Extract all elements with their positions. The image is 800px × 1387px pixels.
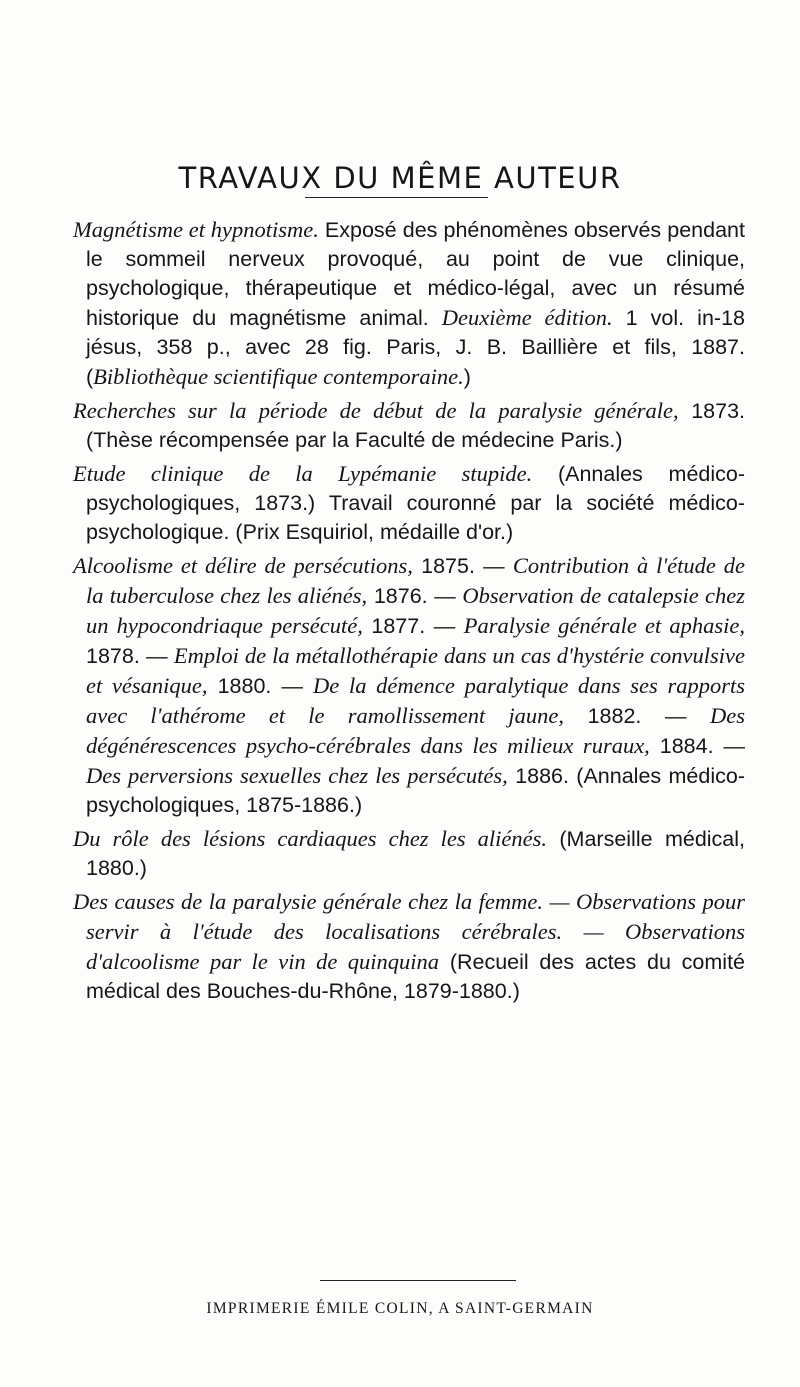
printer-imprint: IMPRIMERIE ÉMILE COLIN, A SAINT-GERMAIN [206, 1300, 594, 1317]
entry-title-text: Contribution à l'étude de la tuberculose chez les aliénés, [86, 553, 746, 608]
entry-detail-text: (Marseille médical, 1880.) [86, 827, 746, 880]
title-rule [305, 197, 488, 198]
entry-title-text: Alcoolisme et délire de persécutions, [73, 553, 413, 578]
entry-detail-text: 1875. — [412, 554, 513, 578]
entry-title-text: Observation de catalepsie chez un hypocondriaque persécuté, [86, 583, 745, 638]
entry-detail-text: 1882. — [564, 704, 710, 728]
bibliography-entry [73, 824, 745, 883]
bibliography-entry [73, 459, 745, 547]
entry-title-text: Paralysie générale et aphasie, [463, 613, 745, 638]
entry-title-text: Du rôle des lésions cardiaques chez les aliénés. [73, 826, 547, 851]
entry-title-text: Bibliothèque scientifique contemporaine. [93, 364, 464, 389]
entry-title-text: Des perversions sexuelles chez les persécutés, [86, 763, 508, 788]
entry-detail-text: 1877. — [362, 614, 464, 638]
entry-title-text: Magnétisme et hypnotisme. [73, 217, 319, 242]
entry-detail-text: 1876. — [367, 584, 463, 608]
entry-detail-text: 1886. (Annales médico-psychologiques, 1875-1886.) [86, 764, 745, 817]
bibliography-entry [73, 396, 745, 455]
entry-detail-text: 1878. — [86, 644, 174, 668]
entry-title-text: Des causes de la paralysie générale chez la femme. — Observations pour servir à l'étude des localisations cérébrales. — Observations d'alcoolisme par le vin de quinquina [73, 889, 745, 974]
footer-rule [320, 1280, 516, 1281]
entry-title-text: De la démence paralytique dans ses rapports avec l'athérome et le ramollissement jaune, [86, 673, 745, 728]
bibliography-entry [73, 215, 745, 392]
page-title: TRAVAUX DU MÊME AUTEUR [178, 161, 622, 196]
entry-detail-text: (Annales médico-psychologiques, 1873.) Travail couronné par la société médico-psychologique. (Prix Esquiriol, médaille d'or.) [86, 462, 745, 544]
entry-detail-text: 1873. (Thèse récompensée par la Faculté de médecine Paris.) [86, 399, 746, 452]
entry-detail-text: Exposé des phénomènes observés pendant le sommeil nerveux provoqué, au point de vue clinique, psychologique, thérapeutique et médico-légal, avec un résumé historique du magnétisme animal. [86, 218, 745, 330]
entry-title-text: Deuxième édition. [441, 305, 613, 330]
bibliography [73, 215, 745, 1010]
entry-detail-text: (Recueil des actes du comité médical des Bouches-du-Rhône, 1879-1880.) [86, 950, 745, 1003]
entry-title-text: Etude clinique de la Lypémanie stupide. [73, 461, 533, 486]
bibliography-entry [73, 551, 745, 820]
entry-detail-text: 1 vol. in-18 jésus, 358 p., avec 28 fig. Paris, J. B. Baillière et fils, 1887. ( [86, 306, 745, 389]
entry-detail-text: 1880. — [207, 674, 314, 698]
entry-detail-text: 1884. — [649, 734, 745, 758]
bibliography-entry [73, 887, 745, 1006]
entry-detail-text: ) [463, 365, 471, 389]
entry-title-text: Emploi de la métallothérapie dans un cas d'hystérie convulsive et vésanique, [86, 643, 746, 698]
entry-title-text: Des dégénérescences psycho-cérébrales dans les milieux ruraux, [86, 703, 745, 758]
entry-title-text: Recherches sur la période de début de la paralysie générale, [73, 398, 679, 423]
